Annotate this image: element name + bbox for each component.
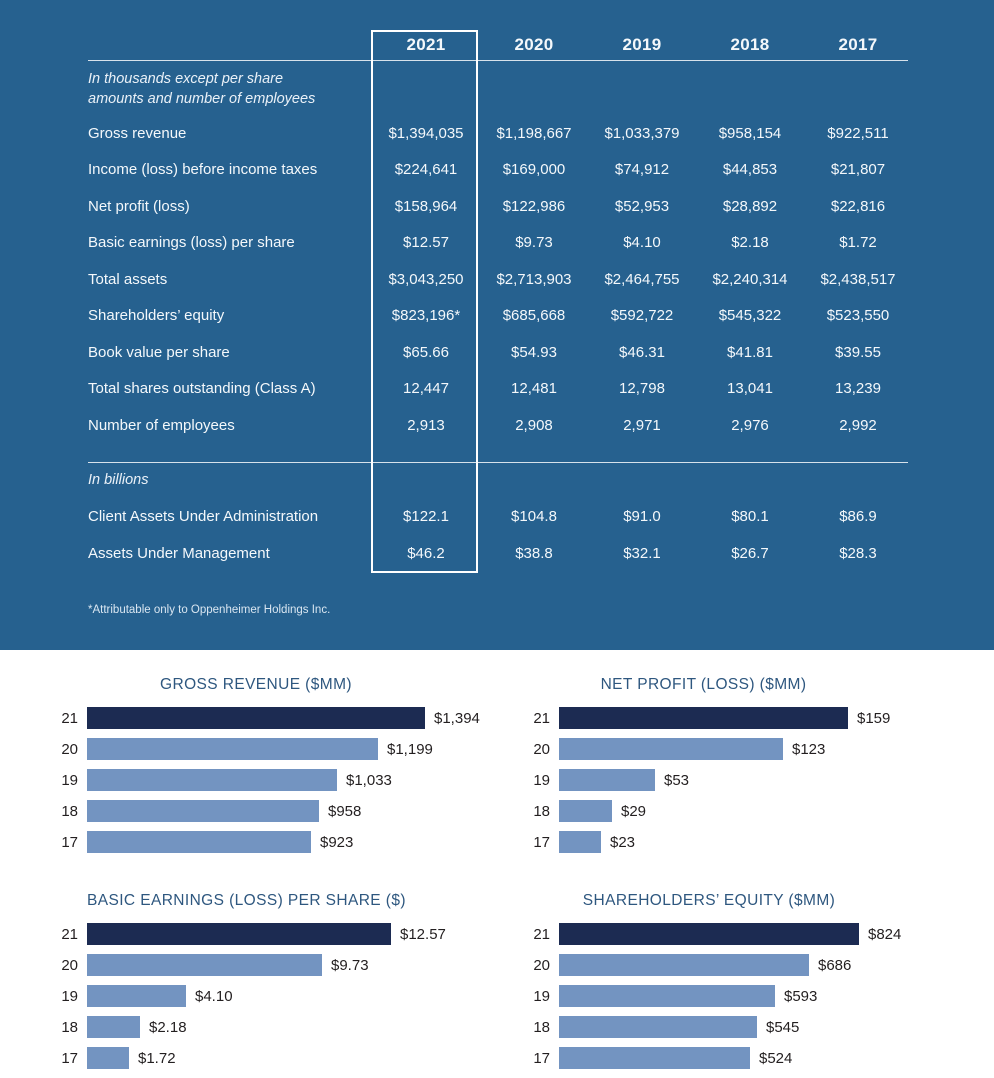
cell-2017: $22,816 <box>830 197 886 215</box>
cell-2018: $545,322 <box>718 307 782 325</box>
units-note-line1: In thousands except per share <box>88 71 284 87</box>
row-label: Number of employees <box>88 416 235 434</box>
column-header-2017: 2017 <box>838 35 878 54</box>
bar <box>559 954 809 976</box>
bar-value-label: $593 <box>784 987 818 1005</box>
cell-2020: $38.8 <box>515 544 553 562</box>
table-row <box>88 334 912 371</box>
charts-section <box>0 650 994 1078</box>
bar <box>559 923 859 945</box>
table-row <box>88 115 912 152</box>
year-label: 19 <box>533 987 550 1005</box>
bar <box>87 738 378 760</box>
footnote: *Attributable only to Oppenheimer Holdings Inc. <box>88 604 331 616</box>
chart-title: GROSS REVENUE ($MM) <box>160 676 352 693</box>
bar-row <box>502 738 994 760</box>
bar-value-label: $524 <box>759 1049 793 1067</box>
cell-2018: $28,892 <box>722 197 778 215</box>
bar-row <box>30 738 497 760</box>
bar-row <box>30 954 497 976</box>
bar-row <box>502 1047 994 1069</box>
bar-value-label: $686 <box>818 956 852 974</box>
row-label: Net profit (loss) <box>88 197 190 215</box>
year-label: 19 <box>61 987 78 1005</box>
chart-title: SHAREHOLDERS’ EQUITY ($MM) <box>582 892 836 909</box>
chart-bars <box>502 923 994 1069</box>
cell-2019: $592,722 <box>610 307 674 325</box>
bar <box>87 707 425 729</box>
table-body-billions <box>88 499 912 572</box>
bar-value-label: $2.18 <box>149 1018 187 1036</box>
cell-2019: 12,798 <box>619 380 665 398</box>
year-label: 21 <box>533 709 550 727</box>
cell-2021: $823,196* <box>391 307 461 325</box>
bar <box>559 707 848 729</box>
chart-net-profit <box>497 676 994 862</box>
bar <box>559 738 783 760</box>
bar-value-label: $29 <box>621 802 647 820</box>
bar-value-label: $923 <box>320 833 354 851</box>
cell-2017: 2,992 <box>839 416 877 434</box>
cell-2018: $80.1 <box>731 508 769 526</box>
table-header-row <box>88 30 912 60</box>
cell-2020: $169,000 <box>502 161 566 179</box>
table-row <box>88 298 912 335</box>
bar <box>559 1016 757 1038</box>
year-label: 17 <box>61 1049 78 1067</box>
units-note <box>88 61 912 115</box>
year-label: 18 <box>533 1018 550 1036</box>
cell-2018: $2,240,314 <box>712 270 788 288</box>
cell-2018: 2,976 <box>731 416 769 434</box>
cell-2019: $1,033,379 <box>604 124 680 142</box>
row-label: Assets Under Management <box>88 544 270 562</box>
bar <box>87 800 319 822</box>
table-row <box>88 407 912 444</box>
table-row <box>88 225 912 262</box>
bar <box>559 985 775 1007</box>
year-label: 21 <box>61 709 78 727</box>
cell-2020: $122,986 <box>502 197 566 215</box>
bar-value-label: $53 <box>664 771 690 789</box>
bar-value-label: $1,199 <box>387 740 433 758</box>
chart-basic-eps <box>0 892 497 1078</box>
bar-value-label: $545 <box>766 1018 800 1036</box>
cell-2017: $28.3 <box>839 544 877 562</box>
table-row <box>88 535 912 572</box>
cell-2017: $21,807 <box>830 161 886 179</box>
year-label: 17 <box>533 833 550 851</box>
bar <box>87 954 322 976</box>
cell-2019: $52,953 <box>614 197 670 215</box>
bar-row <box>30 923 497 945</box>
cell-2020: $685,668 <box>502 307 566 325</box>
year-label: 20 <box>61 956 78 974</box>
bar <box>87 985 186 1007</box>
chart-bars <box>30 707 497 853</box>
billions-note: In billions <box>88 471 149 488</box>
bar-row <box>502 800 994 822</box>
cell-2021: $46.2 <box>407 544 445 562</box>
header-spacer <box>88 30 372 60</box>
bar-row <box>30 985 497 1007</box>
cell-2017: $1.72 <box>839 234 877 252</box>
year-label: 18 <box>61 802 78 820</box>
cell-2017: $86.9 <box>839 508 877 526</box>
bar-value-label: $4.10 <box>195 987 233 1005</box>
table-body-thousands <box>88 115 912 444</box>
cell-2020: $104.8 <box>511 508 557 526</box>
cell-2019: $46.31 <box>619 343 665 361</box>
bar-row <box>502 954 994 976</box>
table-row <box>88 188 912 225</box>
cell-2019: 2,971 <box>623 416 661 434</box>
bar-row <box>30 1016 497 1038</box>
cell-2017: $523,550 <box>826 307 890 325</box>
table-row <box>88 499 912 536</box>
year-label: 19 <box>533 771 550 789</box>
year-label: 20 <box>61 740 78 758</box>
year-label: 18 <box>61 1018 78 1036</box>
units-note-line2: amounts and number of employees <box>88 91 316 107</box>
cell-2021: $158,964 <box>394 197 458 215</box>
bar-row <box>30 707 497 729</box>
cell-2018: $958,154 <box>718 124 782 142</box>
bar-value-label: $1,033 <box>346 771 392 789</box>
bar <box>87 1047 129 1069</box>
cell-2018: 13,041 <box>727 380 773 398</box>
cell-2020: $1,198,667 <box>496 124 572 142</box>
bar-row <box>30 800 497 822</box>
bar <box>87 769 337 791</box>
column-header-2021: 2021 <box>406 35 446 54</box>
cell-2019: $4.10 <box>623 234 661 252</box>
bar-row <box>502 769 994 791</box>
cell-2018: $2.18 <box>731 234 769 252</box>
column-header-2020: 2020 <box>514 35 554 54</box>
chart-gross-revenue <box>0 676 497 862</box>
chart-bars <box>30 923 497 1069</box>
bar-row <box>502 831 994 853</box>
cell-2019: $74,912 <box>614 161 670 179</box>
row-label: Income (loss) before income taxes <box>88 161 318 179</box>
cell-2021: $224,641 <box>394 161 458 179</box>
bar <box>559 769 655 791</box>
row-label: Book value per share <box>88 343 230 361</box>
cell-2021: $12.57 <box>403 234 449 252</box>
bar-value-label: $1,394 <box>434 709 480 727</box>
cell-2017: $2,438,517 <box>820 270 896 288</box>
cell-2021: 12,447 <box>403 380 449 398</box>
cell-2020: 2,908 <box>515 416 553 434</box>
cell-2018: $26.7 <box>731 544 769 562</box>
cell-2019: $2,464,755 <box>604 270 680 288</box>
year-label: 20 <box>533 956 550 974</box>
chart-title: NET PROFIT (LOSS) ($MM) <box>600 676 807 693</box>
year-label: 20 <box>533 740 550 758</box>
cell-2020: $2,713,903 <box>496 270 572 288</box>
table-row <box>88 152 912 189</box>
cell-2021: $3,043,250 <box>388 270 464 288</box>
chart-shareholders-equity <box>497 892 994 1078</box>
table-row <box>88 261 912 298</box>
bar <box>87 923 391 945</box>
year-label: 21 <box>533 925 550 943</box>
bar-row <box>502 923 994 945</box>
cell-2017: $39.55 <box>835 343 881 361</box>
cell-2021: $1,394,035 <box>388 124 464 142</box>
year-label: 17 <box>533 1049 550 1067</box>
bar-value-label: $159 <box>857 709 891 727</box>
bar-value-label: $824 <box>868 925 902 943</box>
cell-2021: $65.66 <box>403 343 449 361</box>
bar-row <box>30 831 497 853</box>
cell-2020: $54.93 <box>511 343 557 361</box>
chart-title: BASIC EARNINGS (LOSS) PER SHARE ($) <box>87 892 406 909</box>
cell-2017: 13,239 <box>835 380 881 398</box>
bar <box>559 831 601 853</box>
cell-2018: $41.81 <box>727 343 773 361</box>
column-header-2018: 2018 <box>730 35 770 54</box>
table-row <box>88 371 912 408</box>
year-label: 21 <box>61 925 78 943</box>
chart-bars <box>502 707 994 853</box>
cell-2017: $922,511 <box>827 124 889 142</box>
row-label: Total shares outstanding (Class A) <box>88 380 316 398</box>
bar-value-label: $958 <box>328 802 362 820</box>
row-label: Shareholders’ equity <box>88 307 225 325</box>
year-label: 18 <box>533 802 550 820</box>
bar-value-label: $23 <box>610 833 636 851</box>
row-label: Total assets <box>88 270 168 288</box>
cell-2019: $91.0 <box>623 508 661 526</box>
column-header-2019: 2019 <box>622 35 662 54</box>
cell-2021: $122.1 <box>403 508 449 526</box>
year-label: 17 <box>61 833 78 851</box>
bar-row <box>502 707 994 729</box>
cell-2018: $44,853 <box>722 161 778 179</box>
year-label: 19 <box>61 771 78 789</box>
bar-row <box>30 1047 497 1069</box>
bar <box>559 800 612 822</box>
bar-value-label: $1.72 <box>138 1049 176 1067</box>
bar <box>87 831 311 853</box>
row-label: Client Assets Under Administration <box>88 508 319 526</box>
row-label: Gross revenue <box>88 124 187 142</box>
bar <box>559 1047 750 1069</box>
bar-value-label: $12.57 <box>400 925 446 943</box>
financial-summary-table <box>88 30 912 572</box>
bar-row <box>502 1016 994 1038</box>
bar <box>87 1016 140 1038</box>
cell-2021: 2,913 <box>407 416 445 434</box>
cell-2020: $9.73 <box>515 234 553 252</box>
bar-value-label: $9.73 <box>331 956 369 974</box>
bar-row <box>30 769 497 791</box>
bar-value-label: $123 <box>792 740 826 758</box>
cell-2019: $32.1 <box>623 544 661 562</box>
row-label: Basic earnings (loss) per share <box>88 234 295 252</box>
cell-2020: 12,481 <box>511 380 557 398</box>
bar-row <box>502 985 994 1007</box>
